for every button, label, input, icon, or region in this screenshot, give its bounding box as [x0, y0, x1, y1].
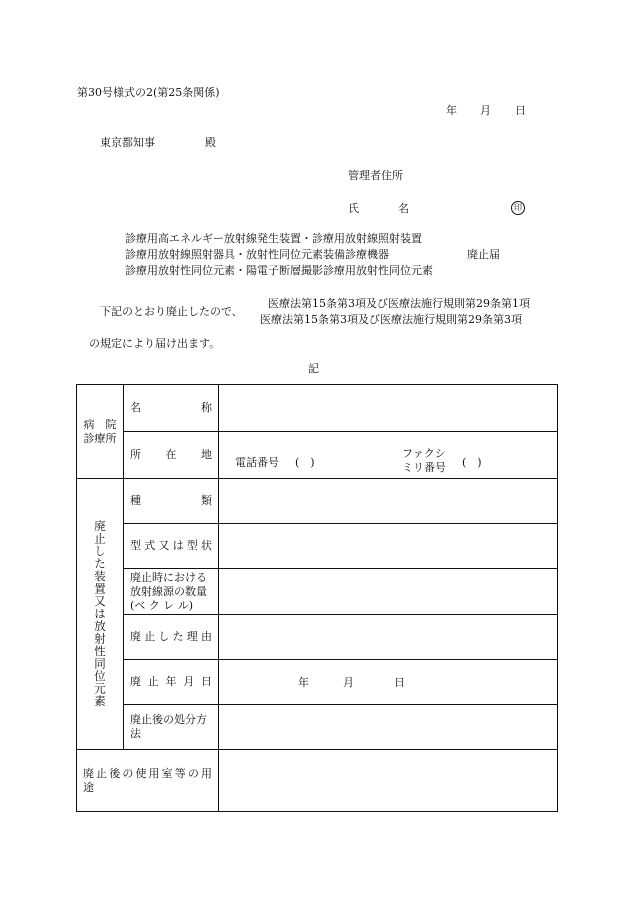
- statement-law-2: 医療法第15条第3項及び医療法施行規則第29条第3項: [260, 313, 522, 326]
- device-type-line-1: 診療用高エネルギー放射線発生装置・診療用放射線照射装置: [125, 232, 422, 245]
- table-row: [77, 660, 558, 705]
- record-heading: 記: [308, 362, 319, 375]
- room-use-label: 廃止後の使用室等の用 途: [83, 766, 278, 794]
- table-row: [77, 524, 558, 569]
- seal-mark: 印: [511, 201, 525, 215]
- disposal-label: 廃止後の処分方法: [130, 713, 207, 740]
- model-label-cell: [124, 524, 219, 569]
- name-value-cell[interactable]: [219, 385, 558, 432]
- location-label-cell: [124, 432, 219, 479]
- location-label: 所 在 地: [130, 448, 212, 461]
- quantity-label-cell: [124, 569, 219, 615]
- table-row: [77, 705, 558, 750]
- fax-parens: ( ): [462, 456, 482, 469]
- disposal-label-cell: [124, 705, 219, 750]
- date-label-cell: [124, 660, 219, 705]
- addressee-honorific: 殿: [205, 136, 216, 149]
- table-row: [77, 750, 558, 812]
- date-value-cell[interactable]: [219, 660, 558, 705]
- phone-parens: ( ): [295, 456, 315, 469]
- model-value-cell[interactable]: [219, 524, 558, 569]
- abolition-date-month: 月: [343, 676, 354, 689]
- reason-value-cell[interactable]: [219, 615, 558, 660]
- room-use-value-cell[interactable]: [219, 750, 558, 812]
- location-value-cell[interactable]: [219, 432, 558, 479]
- device-type-line-3: 診療用放射性同位元素・陽電子断層撮影診療用放射性同位元素: [125, 264, 433, 277]
- table-row: [77, 569, 558, 615]
- table-row: [77, 615, 558, 660]
- name-label-cell: [124, 385, 219, 432]
- statement-prefix: 下記のとおり廃止したので、: [100, 305, 243, 318]
- applicant-name-label-1: 氏: [348, 202, 359, 215]
- addressee-name: 東京都知事: [100, 136, 155, 149]
- fax-label-2: ミリ番号: [402, 461, 446, 474]
- abolition-date-day: 日: [394, 676, 405, 689]
- date-month-label: 月: [480, 104, 491, 117]
- reason-label-cell: [124, 615, 219, 660]
- applicant-name-label-2: 名: [398, 202, 409, 215]
- kind-value-cell[interactable]: [219, 479, 558, 524]
- device-group-cell: [77, 479, 124, 750]
- kind-label: 種 類: [130, 494, 212, 507]
- form-number: 第30号様式の2(第25条関係): [77, 86, 220, 99]
- device-type-line-2: 診療用放射線照射器具・放射性同位元素装備診療機器: [125, 248, 389, 261]
- date-day-label: 日: [515, 104, 526, 117]
- table-row: [77, 385, 558, 432]
- quantity-label: 廃止時における放射線源の数量(ベ ク レ ル): [130, 570, 207, 612]
- statement-law-1: 医療法第15条第3項及び医療法施行規則第29条第1項: [268, 297, 530, 310]
- phone-label: 電話番号: [235, 456, 279, 469]
- seal-icon: [511, 201, 525, 215]
- abolition-date-year: 年: [298, 676, 309, 689]
- table-row: [77, 432, 558, 479]
- device-group-label: 廃止した装置又は放射性同位元素: [93, 520, 107, 708]
- document-type: 廃止届: [467, 248, 500, 261]
- applicant-address-label: 管理者住所: [348, 169, 403, 182]
- date-year-label: 年: [446, 104, 457, 117]
- disposal-value-cell[interactable]: [219, 705, 558, 750]
- date-label: 廃 止 年 月 日: [130, 675, 212, 688]
- kind-label-cell: [124, 479, 219, 524]
- name-label: 名 称: [130, 401, 212, 414]
- room-use-label-cell: [77, 750, 278, 812]
- model-label: 型式又は型状: [130, 539, 212, 552]
- reason-label: 廃止した理由: [130, 630, 212, 643]
- quantity-value-cell[interactable]: [219, 569, 558, 615]
- notification-table: [76, 384, 558, 812]
- hospital-group-label: 病 院 診療所: [77, 385, 124, 479]
- table-row: [77, 479, 558, 524]
- fax-label-1: ファクシ: [402, 447, 446, 460]
- statement-suffix: の規定により届け出ます。: [89, 337, 221, 350]
